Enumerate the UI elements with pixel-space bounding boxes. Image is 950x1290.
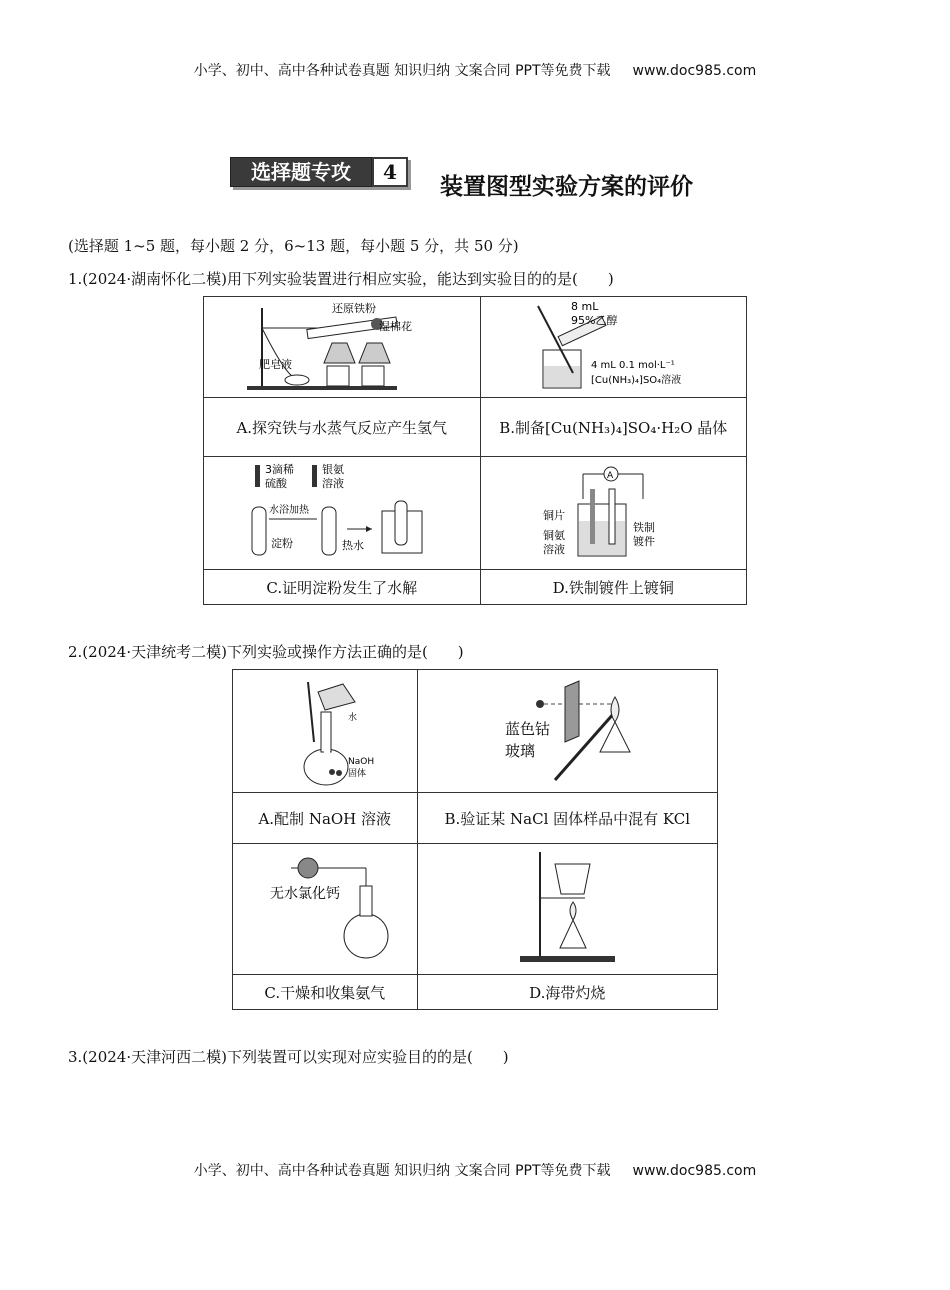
label-c3: 银氨 bbox=[321, 463, 344, 476]
ammonia-collection-diagram bbox=[236, 846, 414, 972]
footer-url[interactable]: www.doc985.com bbox=[632, 1163, 757, 1179]
crystal-prep-diagram bbox=[483, 298, 743, 396]
header-text: 小学、初中、高中各种试卷真题 知识归纳 文案合同 PPT等免费下载 bbox=[193, 63, 611, 79]
q1-image-a bbox=[204, 297, 481, 398]
label-b1: 8 mL bbox=[571, 300, 599, 313]
label-c4: 溶液 bbox=[321, 477, 344, 490]
label-c7: 热水 bbox=[341, 539, 364, 552]
q1-option-b: B.制备[Cu(NH₃)₄]SO₄·H₂O 晶体 bbox=[480, 398, 747, 457]
label-q2-b2: 玻璃 bbox=[505, 742, 536, 760]
label-c2: 硫酸 bbox=[264, 477, 287, 490]
q2-table bbox=[232, 669, 718, 1010]
label-q2-b1: 蓝色钴 bbox=[505, 720, 551, 738]
q1-option-d: D.铁制镀件上镀铜 bbox=[480, 570, 747, 605]
label-q2-c1: 无水氯化钙 bbox=[269, 886, 340, 902]
label-q2-a3: 固体 bbox=[347, 769, 366, 779]
q1-table bbox=[203, 296, 747, 605]
label-c5: 水浴加热 bbox=[268, 505, 309, 516]
q2-image-c bbox=[233, 844, 418, 975]
footer-text: 小学、初中、高中各种试卷真题 知识归纳 文案合同 PPT等免费下载 bbox=[193, 1163, 611, 1179]
section-badge bbox=[230, 157, 408, 187]
q1-stem: 1.(2024·湖南怀化二模)用下列实验装置进行相应实验，能达到实验目的的是( ) bbox=[68, 270, 614, 288]
label-q2-a2: NaOH bbox=[347, 757, 374, 767]
instructions: (选择题 1~5 题，每小题 2 分，6~13 题，每小题 5 分，共 50 分) bbox=[68, 237, 519, 255]
label-b4: [Cu(NH₃)₄]SO₄溶液 bbox=[591, 375, 682, 386]
kelp-burning-diagram bbox=[420, 846, 714, 972]
label-c1: 3滴稀 bbox=[264, 463, 294, 476]
iron-steam-apparatus-diagram bbox=[207, 298, 477, 396]
q2-stem: 2.(2024·天津统考二模)下列实验或操作方法正确的是( ) bbox=[68, 643, 464, 661]
label-d3: 铜氨 bbox=[543, 529, 566, 542]
q2-image-a bbox=[233, 670, 418, 793]
label-b2: 95%乙醇 bbox=[571, 314, 618, 327]
label-d1: A bbox=[607, 471, 614, 481]
q1-option-c: C.证明淀粉发生了水解 bbox=[204, 570, 481, 605]
q1-image-d bbox=[480, 457, 747, 570]
label-d4: 溶液 bbox=[543, 543, 566, 556]
q1-image-b bbox=[480, 297, 747, 398]
label-a3: 肥皂液 bbox=[258, 358, 292, 371]
page-title: 装置图型实验方案的评价 bbox=[440, 174, 693, 200]
starch-hydrolysis-diagram bbox=[207, 459, 477, 567]
electroplating-diagram bbox=[483, 459, 743, 567]
label-a2: 湿棉花 bbox=[378, 320, 412, 333]
label-c6: 淀粉 bbox=[270, 537, 293, 550]
q2-option-d: D.海带灼烧 bbox=[417, 975, 718, 1010]
page-footer bbox=[0, 1160, 950, 1180]
q2-option-b: B.验证某 NaCl 固体样品中混有 KCl bbox=[417, 793, 718, 844]
q1-option-a: A.探究铁与水蒸气反应产生氢气 bbox=[204, 398, 481, 457]
q3-stem: 3.(2024·天津河西二模)下列装置可以实现对应实验目的的是( ) bbox=[68, 1048, 509, 1066]
header-url[interactable]: www.doc985.com bbox=[632, 63, 757, 79]
badge-number: 4 bbox=[372, 157, 408, 187]
q1-image-c bbox=[204, 457, 481, 570]
flame-test-diagram bbox=[420, 672, 714, 790]
label-b3: 4 mL 0.1 mol·L⁻¹ bbox=[591, 360, 676, 371]
label-a1: 还原铁粉 bbox=[331, 302, 376, 315]
q2-option-c: C.干燥和收集氨气 bbox=[233, 975, 418, 1010]
naoh-solution-diagram bbox=[236, 672, 414, 790]
label-d5: 铁制 bbox=[633, 521, 656, 534]
page-header bbox=[0, 60, 950, 80]
badge-label: 选择题专攻 bbox=[230, 157, 372, 187]
q2-option-a: A.配制 NaOH 溶液 bbox=[233, 793, 418, 844]
label-q2-a1: 水 bbox=[347, 713, 357, 723]
label-d6: 镀件 bbox=[633, 535, 656, 548]
label-d2: 铜片 bbox=[543, 509, 566, 522]
q2-image-b bbox=[417, 670, 718, 793]
q2-image-d bbox=[417, 844, 718, 975]
